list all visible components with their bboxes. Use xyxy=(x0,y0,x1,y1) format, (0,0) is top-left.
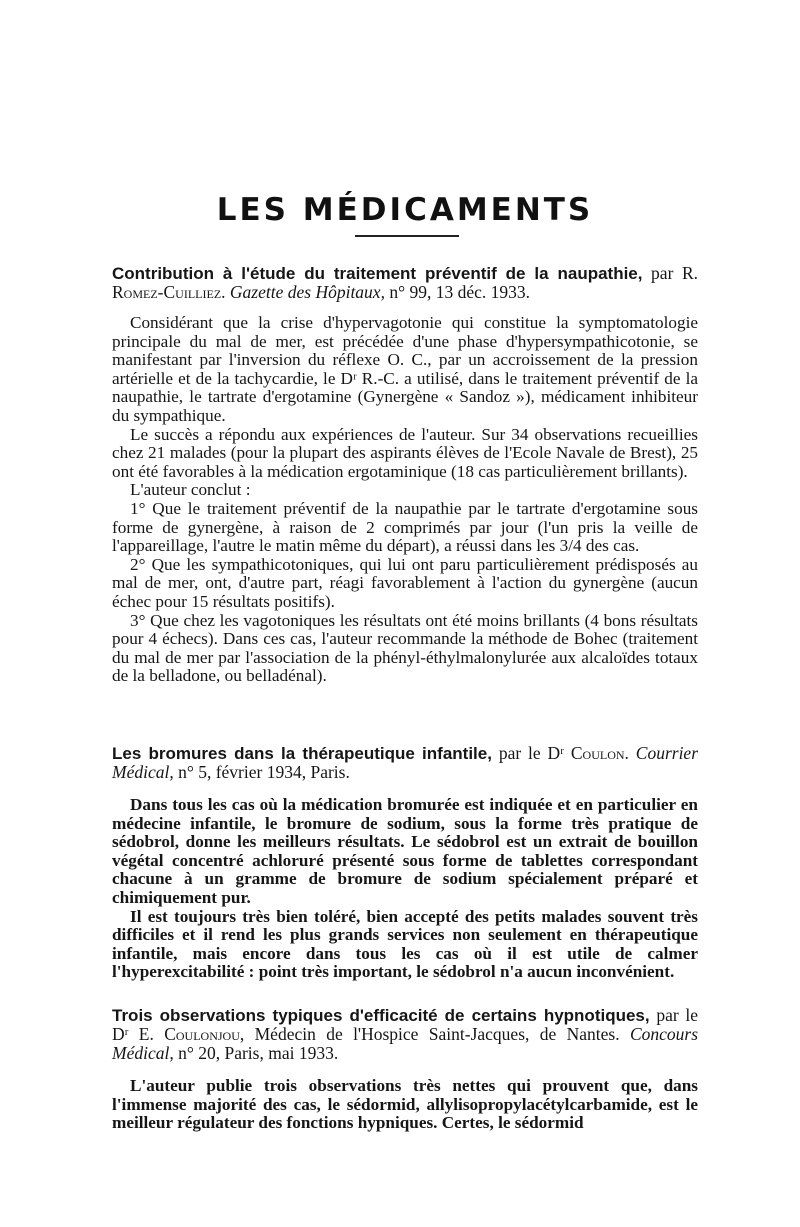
paragraph: L'auteur publie trois observations très nettes qui prouvent que, dans l'immense majorité des cas, le sédormid, allylisopropylacétylcarbamide, est le meilleur régulateur des fonctions hypniques. Certes, le sédormid xyxy=(112,1076,698,1133)
article-journal: Gazette des Hôpitaux, xyxy=(229,282,385,302)
article-title xyxy=(112,264,698,302)
article-bromures xyxy=(112,744,698,982)
article-title-text: Contribution à l'étude du traitement préventif de la naupathie, xyxy=(112,264,643,283)
article-hypnotiques xyxy=(112,1006,698,1133)
title-rule xyxy=(355,235,459,237)
article-journal: Concours Médical, xyxy=(112,1024,698,1063)
article-author: Coulonjou, xyxy=(164,1024,245,1044)
page-title: LES MÉDICAMENTS xyxy=(216,192,594,228)
paragraph: Dans tous les cas où la médication bromurée est indiquée et en particulier en médecine infantile, le bromure de sodium, sous la forme très pratique de sédobrol, donne les meilleurs résultats. Le sédobrol est un extrait de bouillon végétal concentré achloruré présenté sous forme de tablettes correspondant chacune à un gramme de bromure de sodium spécialement préparé et chimiquement pur. xyxy=(112,795,698,907)
paragraph: L'auteur conclut : xyxy=(130,480,251,500)
article-author: Romez-Cuilliez. xyxy=(112,282,226,302)
article-byline: par R. xyxy=(651,263,698,283)
article-author: Coulon. xyxy=(570,743,629,763)
paragraph: Considérant que la crise d'hypervagotonie qui constitue la symptomatologie principale du mal de mer, est précédée d'une phase d'hypersympathicotonie, se manifestant par l'inversion du réflexe O. C., par un accroissement de la pression artérielle et de la tachycardie, le Dʳ R.-C. a utilisé, dans le traitement préventif de la naupathie, le tartrate d'ergotamine (Gynergène « Sandoz »), médicament inhibiteur du sympathique. xyxy=(112,313,698,425)
paragraph: Le succès a répondu aux expériences de l'auteur. Sur 34 observations recueillies chez 21 malades (pour la plupart des aspirants élèves de l'Ecole Navale de Brest), 25 ont été favorables à la médication ergotaminique (18 cas particulièrement brillants). xyxy=(112,424,698,481)
article-body xyxy=(112,314,698,686)
article-byline: par le Dʳ E. xyxy=(112,1005,699,1044)
paragraph: 2° Que les sympathicotoniques, qui lui ont paru particulièrement prédisposés au mal de mer, ont, d'autre part, réagi favorablement à l'action du gynergène (aucun échec pour 15 résultats positifs). xyxy=(112,554,698,611)
paragraph: 1° Que le traitement préventif de la naupathie par le tartrate d'ergotamine sous forme de gynergène, à raison de 2 comprimés par jour (l'un pris la veille de l'appareillage, l'autre le matin même du départ), a réussi dans les 3/4 des cas. xyxy=(112,498,698,556)
article-naupathie xyxy=(112,264,698,686)
article-title xyxy=(112,1006,698,1063)
article-title-text: Trois observations typiques d'efficacité de certains hypnotiques, xyxy=(112,1006,650,1025)
article-title xyxy=(112,744,698,782)
article-details: n° 99, 13 déc. 1933. xyxy=(389,282,530,302)
article-body xyxy=(112,796,698,982)
article-affiliation: Médecin de l'Hospice Saint-Jacques, de Nantes. xyxy=(254,1024,620,1044)
article-details: n° 5, février 1934, Paris. xyxy=(178,762,350,782)
paragraph: Il est toujours très bien toléré, bien accepté des petits malades souvent très difficiles et il rend les plus grands services non seulement en thérapeutique infantile, mais encore dans tous les cas où il est utile de calmer l'hyperexcitabilité : point très important, le sédobrol n'a aucun inconvénient. xyxy=(112,906,698,982)
article-details: n° 20, Paris, mai 1933. xyxy=(178,1043,339,1063)
article-byline: par le Dʳ xyxy=(498,743,564,763)
article-body xyxy=(112,1077,698,1133)
article-journal: Courrier Médical, xyxy=(112,743,699,782)
article-title-text: Les bromures dans la thérapeutique infantile, xyxy=(112,744,492,763)
paragraph: 3° Que chez les vagotoniques les résultats ont été moins brillants (4 bons résultats pour 4 échecs). Dans ces cas, l'auteur recommande la méthode de Bohec (traitement du mal de mer par l'association de la phényl-éthylmalonylurée aux alcaloïdes totaux de la belladone, ou belladénal). xyxy=(112,610,698,686)
